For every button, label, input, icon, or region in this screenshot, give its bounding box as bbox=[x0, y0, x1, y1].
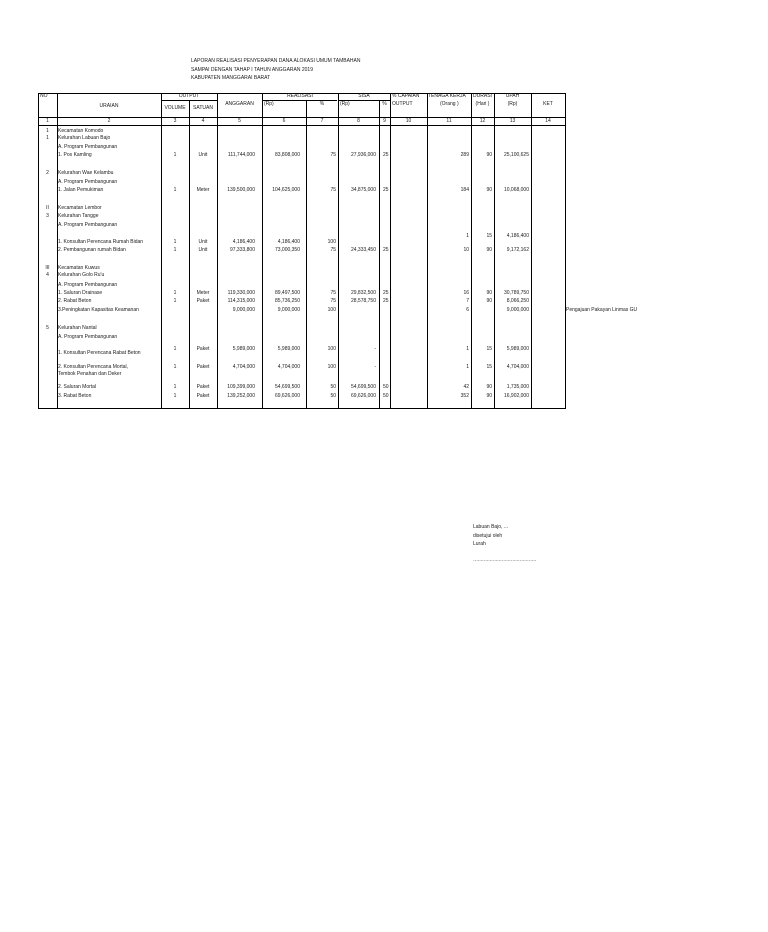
cell-tenaga: 352 bbox=[460, 393, 469, 399]
header-bottom-border bbox=[38, 117, 565, 118]
col-number: 12 bbox=[479, 118, 486, 124]
cell-sisa: 69,626,000 bbox=[350, 393, 376, 399]
col-number: 5 bbox=[238, 118, 241, 124]
cell-uraian: 2. Saluran Mortal bbox=[58, 384, 97, 390]
col-header-upah: UPAH bbox=[505, 93, 520, 99]
cell-sisa-pct: 50 bbox=[383, 384, 389, 390]
cell-sisa-pct: 25 bbox=[383, 247, 389, 253]
col-header-capaian-output: OUTPUT bbox=[392, 101, 413, 107]
cell-no: II bbox=[46, 205, 49, 211]
col-header-sisa-pct: % bbox=[382, 101, 387, 107]
cell-upah: 9,172,162 bbox=[506, 247, 529, 253]
cell-uraian: Kelurahan Wae Kelambu bbox=[58, 170, 114, 176]
cell-tenaga: 1 bbox=[466, 233, 469, 239]
cell-upah: 10,068,000 bbox=[503, 187, 529, 193]
cell-realisasi: 4,186,400 bbox=[277, 239, 300, 245]
cell-uraian: 1. Pos Kamling bbox=[58, 152, 92, 158]
cell-anggaran: 114,315,000 bbox=[227, 298, 255, 304]
cell-volume: 1 bbox=[173, 384, 177, 390]
cell-sisa: 54,699,500 bbox=[350, 384, 376, 390]
numbers-bottom-border bbox=[38, 125, 565, 126]
cell-volume: 1 bbox=[173, 364, 177, 370]
signature-title: Lurah bbox=[473, 541, 486, 547]
cell-uraian: Kecamatan Komodo bbox=[58, 128, 104, 134]
cell-no: 4 bbox=[46, 272, 49, 278]
cell-durasi: 90 bbox=[486, 393, 492, 399]
cell-sisa-pct: 25 bbox=[383, 298, 389, 304]
cell-upah: 4,186,400 bbox=[506, 233, 529, 239]
cell-sisa-pct: 25 bbox=[383, 152, 389, 158]
cell-durasi: 90 bbox=[486, 384, 492, 390]
cell-upah: 25,100,625 bbox=[503, 152, 529, 158]
cell-pct: 50 bbox=[330, 393, 336, 399]
cell-tenaga: 16 bbox=[463, 290, 469, 296]
cell-durasi: 90 bbox=[486, 152, 492, 158]
cell-tenaga: 7 bbox=[466, 298, 469, 304]
col-header-realisasi-rp: (Rp) bbox=[264, 101, 274, 107]
cell-uraian: Kelurahan Tangge bbox=[58, 213, 99, 219]
cell-anggaran: 9,000,000 bbox=[232, 307, 255, 313]
cell-pct: 75 bbox=[330, 152, 336, 158]
cell-uraian: 2. Pembangunan rumah Bidan bbox=[58, 247, 126, 253]
report-region: KABUPATEN MANGGARAI BARAT bbox=[191, 75, 271, 81]
cell-durasi: 90 bbox=[486, 290, 492, 296]
cell-realisasi: 69,626,000 bbox=[274, 393, 300, 399]
cell-pct: 75 bbox=[330, 298, 336, 304]
col-number: 1 bbox=[46, 118, 49, 124]
col-number: 3 bbox=[173, 118, 177, 124]
cell-sisa: 34,875,000 bbox=[350, 187, 376, 193]
col-header-realisasi-pct: % bbox=[319, 101, 325, 107]
col-header-tenaga: TENAGA KERJA bbox=[428, 93, 466, 99]
signature-place: Labuan Bajo, ... bbox=[473, 524, 509, 530]
cell-uraian: 1. Konsultan Perencana Rabat Beton bbox=[58, 350, 141, 356]
cell-volume: 1 bbox=[173, 239, 177, 245]
col-number: 2 bbox=[107, 118, 111, 124]
cell-volume: 1 bbox=[173, 393, 177, 399]
cell-satuan: Meter bbox=[196, 290, 210, 296]
cell-sisa: 28,578,750 bbox=[350, 298, 376, 304]
cell-uraian: 1. Konsultan Perencana Rumah Bidan bbox=[58, 239, 144, 245]
cell-anggaran: 4,704,000 bbox=[232, 364, 255, 370]
cell-uraian: 3. Rabat Beton bbox=[58, 393, 92, 399]
cell-uraian: 1. Jalan Pemukiman bbox=[58, 187, 104, 193]
col-number: 14 bbox=[545, 118, 551, 124]
cell-uraian: Kelurahan Nantal bbox=[58, 325, 97, 331]
cell-pct: 100 bbox=[327, 239, 336, 245]
cell-ket: Pengajuan Pakayan Linmas GU bbox=[566, 307, 638, 313]
col-header-orang: (Orang ) bbox=[440, 101, 459, 107]
cell-pct: 100 bbox=[327, 364, 336, 370]
col-header-no: NO bbox=[40, 93, 48, 99]
cell-satuan: Paket bbox=[196, 393, 210, 399]
cell-volume: 1 bbox=[173, 247, 177, 253]
cell-volume: 1 bbox=[173, 298, 177, 304]
cell-realisasi: 54,699,500 bbox=[274, 384, 300, 390]
signature-approved: disetujui oleh bbox=[473, 533, 503, 539]
cell-sisa: 24,333,450 bbox=[350, 247, 376, 253]
cell-sisa-pct: 25 bbox=[383, 187, 389, 193]
cell-tenaga: 1 bbox=[466, 346, 469, 352]
col-header-satuan: SATUAN bbox=[193, 105, 213, 111]
col-header-capaian: % CAPAIAN bbox=[392, 93, 420, 99]
cell-pct: 75 bbox=[330, 290, 336, 296]
cell-realisasi: 4,704,000 bbox=[277, 364, 300, 370]
col-header-realisasi: REALISASI bbox=[287, 93, 313, 99]
cell-tenaga: 289 bbox=[460, 152, 469, 158]
cell-sisa: 27,936,000 bbox=[350, 152, 376, 158]
col-header-volume: VOLUME bbox=[164, 105, 186, 111]
col-number: 13 bbox=[509, 118, 516, 124]
cell-uraian: Kelurahan Labuan Bajo bbox=[58, 135, 111, 141]
cell-upah: 1,735,000 bbox=[506, 384, 529, 390]
cell-pct: 75 bbox=[330, 187, 336, 193]
cell-pct: 50 bbox=[330, 384, 336, 390]
cell-pct: 75 bbox=[330, 247, 336, 253]
signature-line: …………………………………… bbox=[473, 557, 536, 563]
cell-tenaga: 10 bbox=[463, 247, 469, 253]
col-number: 7 bbox=[320, 118, 324, 124]
col-border bbox=[306, 100, 307, 409]
cell-upah: 4,704,000 bbox=[506, 364, 529, 370]
cell-upah: 16,902,000 bbox=[503, 393, 529, 399]
cell-satuan: Unit bbox=[198, 239, 208, 245]
table-bottom-border bbox=[38, 408, 565, 409]
cell-uraian: A. Program Pembangunan bbox=[58, 179, 118, 185]
report-subtitle: SAMPAI DENGAN TAHAP I TAHUN ANGGARAN 2019 bbox=[191, 67, 313, 73]
col-header-anggaran: ANGGARAN bbox=[225, 101, 254, 107]
cell-uraian: Kecamatan Kuwus bbox=[58, 265, 100, 271]
cell-satuan: Paket bbox=[196, 364, 210, 370]
cell-no: 3 bbox=[46, 213, 49, 219]
col-border bbox=[565, 93, 566, 409]
cell-durasi: 90 bbox=[486, 247, 492, 253]
col-header-output: OUTPUT bbox=[178, 93, 200, 99]
cell-pct: 100 bbox=[327, 346, 336, 352]
cell-uraian: Kelurahan Golo Ru'u bbox=[58, 272, 105, 278]
cell-no: 5 bbox=[46, 325, 49, 331]
cell-durasi: 90 bbox=[486, 298, 492, 304]
cell-anggaran: 111,744,000 bbox=[227, 152, 255, 158]
cell-realisasi: 83,808,000 bbox=[274, 152, 300, 158]
cell-no: 2 bbox=[46, 170, 49, 176]
cell-satuan: Paket bbox=[196, 346, 210, 352]
cell-upah: 9,000,000 bbox=[506, 307, 529, 313]
col-header-hari: (Hari ) bbox=[475, 101, 490, 107]
cell-anggaran: 97,333,800 bbox=[229, 247, 255, 253]
report-title: LAPORAN REALISASI PENYERAPAN DANA ALOKASI UMUM TAMBAHAN bbox=[191, 58, 361, 64]
cell-anggaran: 5,989,000 bbox=[232, 346, 255, 352]
cell-satuan: Unit bbox=[198, 247, 208, 253]
cell-volume: 1 bbox=[173, 290, 177, 296]
cell-volume: 1 bbox=[173, 187, 177, 193]
col-border bbox=[531, 93, 532, 409]
cell-sisa: 29,832,500 bbox=[350, 290, 376, 296]
cell-no: 1 bbox=[46, 135, 49, 141]
cell-sisa: - bbox=[374, 346, 376, 352]
cell-realisasi: 89,497,500 bbox=[274, 290, 300, 296]
col-number: 9 bbox=[383, 118, 386, 124]
cell-uraian: A. Program Pembangunan bbox=[58, 144, 118, 150]
cell-upah: 8,066,250 bbox=[506, 298, 529, 304]
cell-sisa: - bbox=[374, 364, 376, 370]
col-header-sisa: SISA bbox=[358, 93, 370, 99]
col-header-durasi: DURASI bbox=[473, 93, 492, 99]
cell-anggaran: 109,399,000 bbox=[227, 384, 255, 390]
cell-anggaran: 119,330,000 bbox=[227, 290, 255, 296]
cell-sisa-pct: 25 bbox=[383, 290, 389, 296]
cell-satuan: Meter bbox=[196, 187, 210, 193]
cell-tenaga: 184 bbox=[460, 187, 469, 193]
cell-no: 1 bbox=[46, 128, 49, 134]
cell-realisasi: 104,625,000 bbox=[272, 187, 300, 193]
col-number: 8 bbox=[357, 118, 360, 124]
cell-satuan: Paket bbox=[196, 298, 210, 304]
cell-pct: 100 bbox=[327, 307, 336, 313]
cell-uraian: Tembok Penahan dan Deker bbox=[58, 371, 122, 377]
col-header-sisa-rp: (Rp) bbox=[340, 101, 350, 107]
cell-volume: 1 bbox=[173, 346, 177, 352]
cell-durasi: 15 bbox=[486, 364, 492, 370]
cell-anggaran: 139,500,000 bbox=[227, 187, 255, 193]
cell-durasi: 15 bbox=[486, 233, 492, 239]
cell-anggaran: 139,252,000 bbox=[227, 393, 255, 399]
cell-durasi: 15 bbox=[486, 346, 492, 352]
cell-uraian: A. Program Pembangunan bbox=[58, 282, 118, 288]
col-number: 4 bbox=[201, 118, 205, 124]
cell-uraian: 3.Peningkatan Kapasitas Keamanan bbox=[58, 307, 139, 313]
cell-uraian: 2. Rabat Beton bbox=[58, 298, 92, 304]
cell-satuan: Paket bbox=[196, 384, 210, 390]
cell-uraian: Kecamatan Lembor bbox=[58, 205, 102, 211]
col-header-upah-rp: (Rp) bbox=[507, 101, 518, 107]
cell-realisasi: 9,000,000 bbox=[277, 307, 300, 313]
cell-uraian: 2. Konsultan Perencana Mortal, bbox=[58, 364, 129, 370]
col-header-uraian: URAIAN bbox=[99, 103, 119, 109]
col-number: 6 bbox=[282, 118, 286, 124]
cell-anggaran: 4,186,400 bbox=[232, 239, 255, 245]
col-number: 10 bbox=[405, 118, 412, 124]
cell-no: III bbox=[45, 265, 50, 271]
col-border bbox=[189, 100, 190, 409]
cell-uraian: A. Program Pembangunan bbox=[58, 334, 118, 340]
cell-upah: 5,989,000 bbox=[506, 346, 529, 352]
cell-tenaga: 6 bbox=[466, 307, 469, 313]
cell-realisasi: 85,736,250 bbox=[274, 298, 300, 304]
cell-satuan: Unit bbox=[198, 152, 208, 158]
cell-durasi: 90 bbox=[486, 187, 492, 193]
cell-realisasi: 73,000,350 bbox=[274, 247, 300, 253]
cell-tenaga: 42 bbox=[463, 384, 469, 390]
col-header-ket: KET bbox=[543, 101, 553, 107]
cell-tenaga: 1 bbox=[466, 364, 469, 370]
cell-volume: 1 bbox=[173, 152, 177, 158]
col-number: 11 bbox=[446, 118, 452, 124]
cell-uraian: 1. Saluran Drainase bbox=[58, 290, 103, 296]
col-border bbox=[379, 100, 380, 409]
cell-realisasi: 5,989,000 bbox=[277, 346, 300, 352]
cell-upah: 30,789,750 bbox=[503, 290, 529, 296]
cell-uraian: A. Program Pembangunan bbox=[58, 222, 118, 228]
cell-sisa-pct: 50 bbox=[383, 393, 389, 399]
